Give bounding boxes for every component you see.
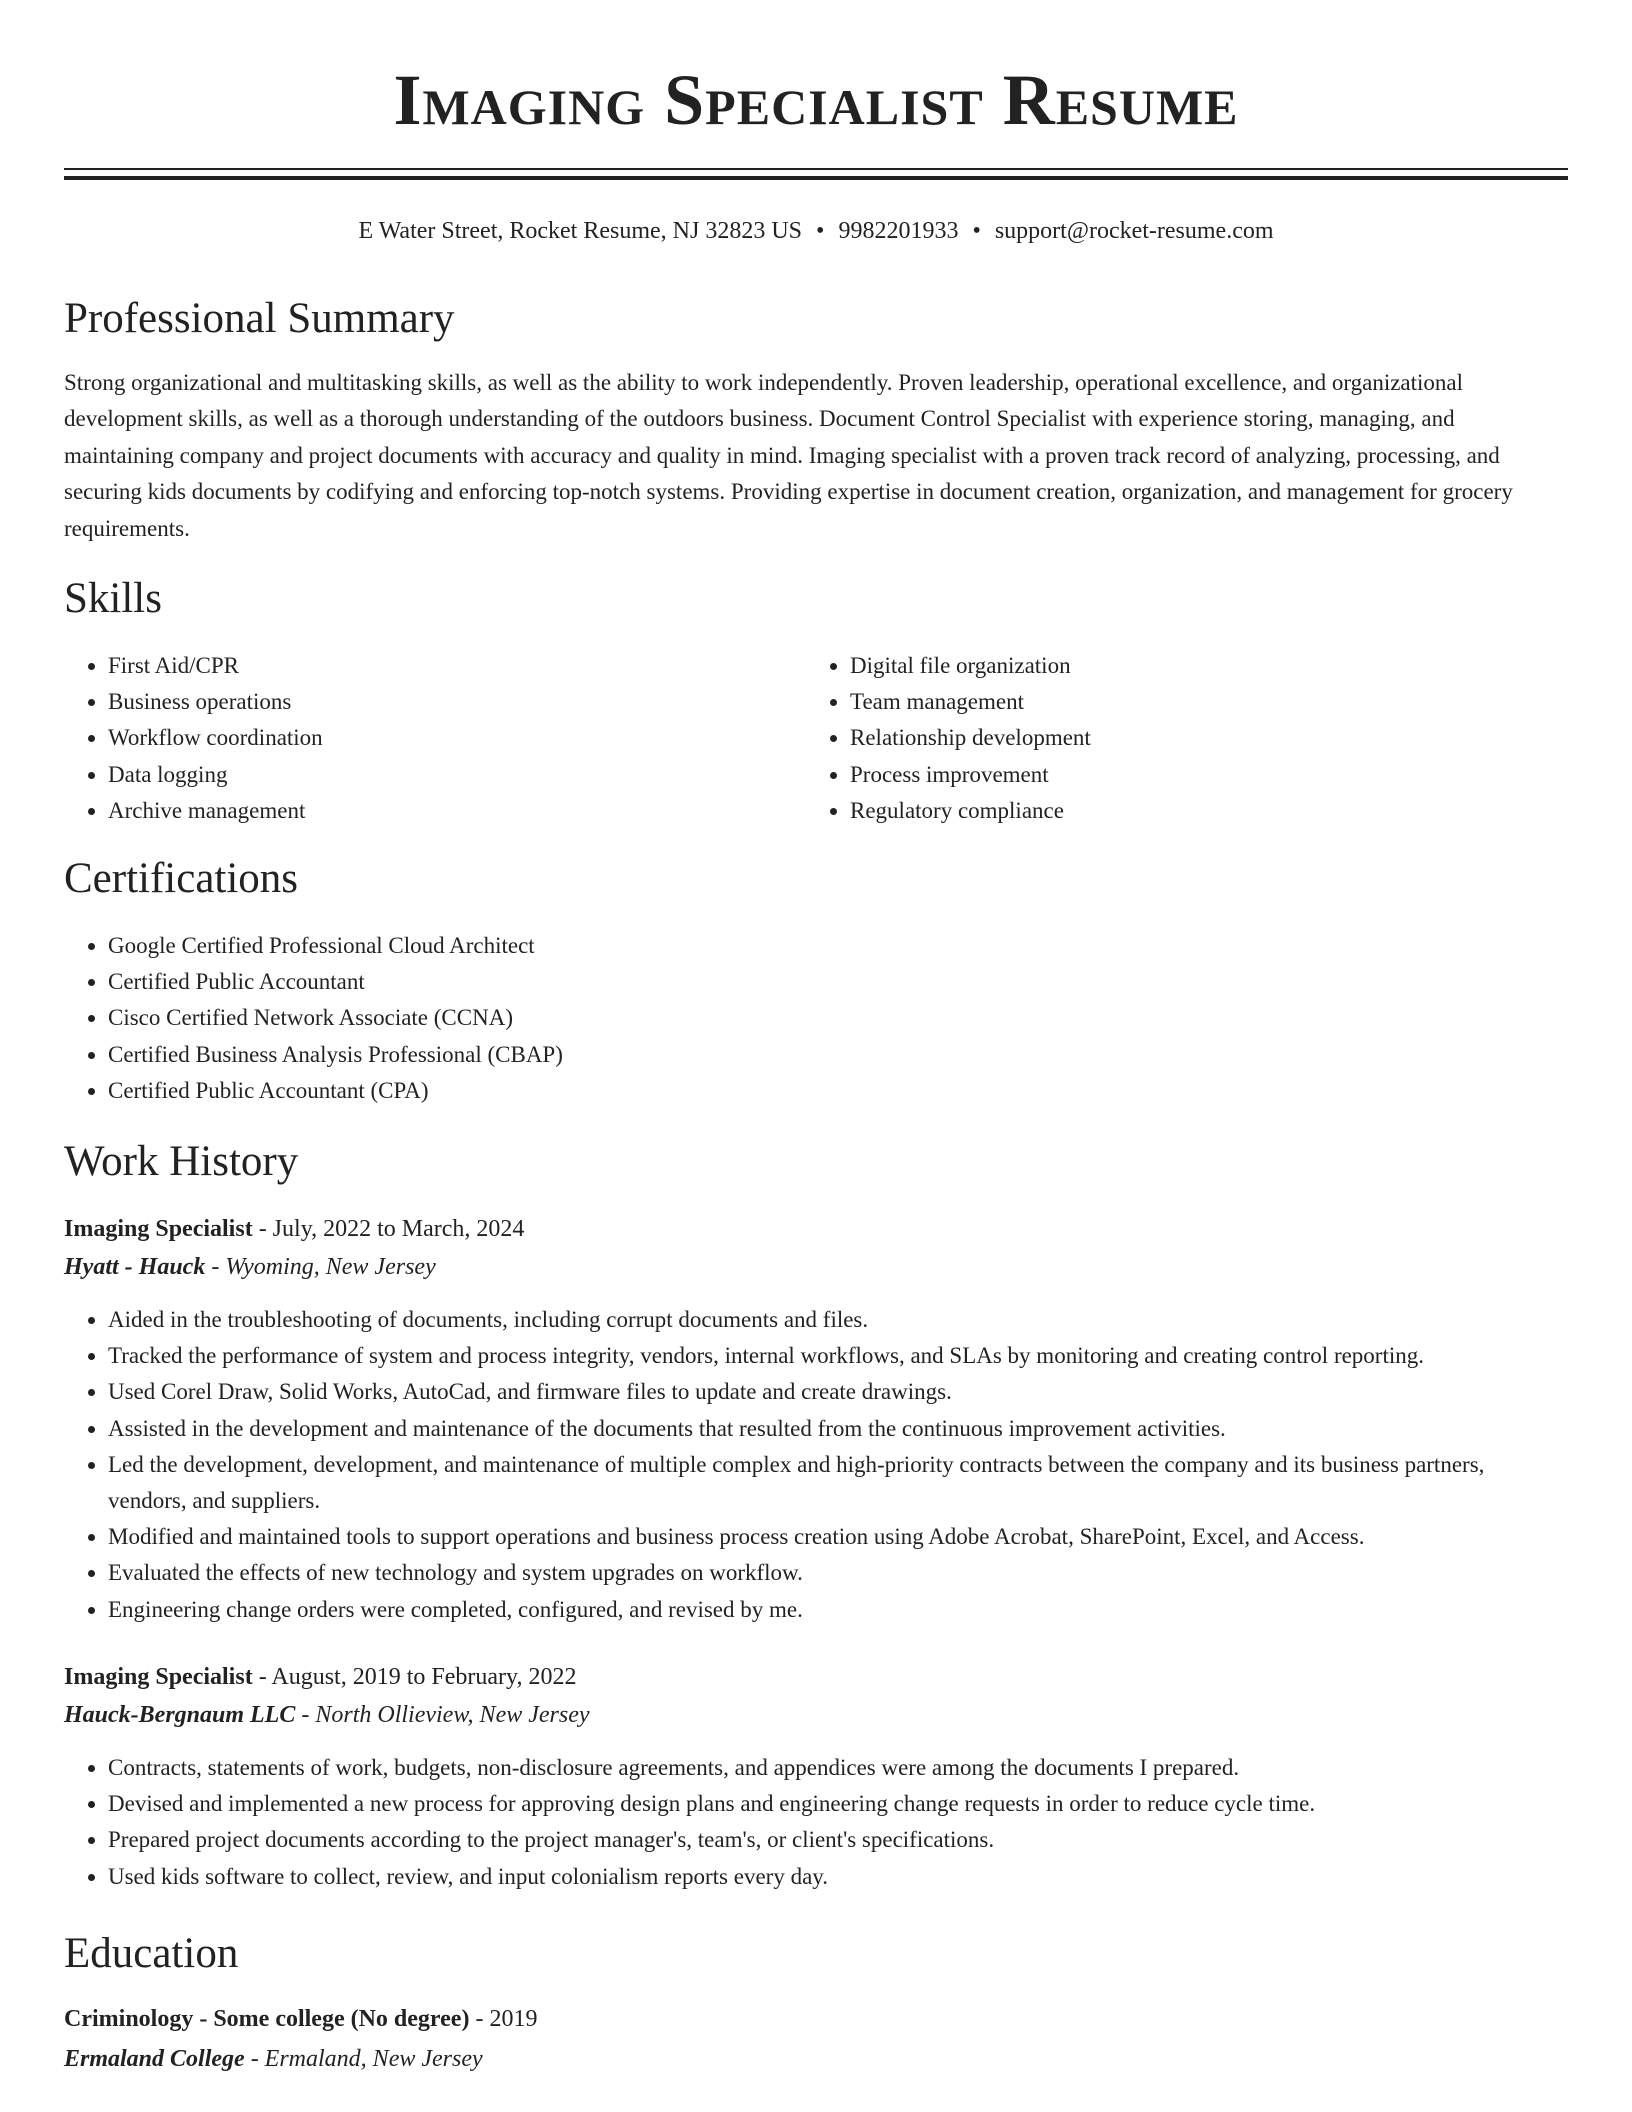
education-school: Ermaland College [64, 2046, 245, 2072]
bullet-separator: • [816, 218, 825, 244]
job-bullets [64, 1750, 1568, 1895]
certification-item: • Certified Public Accountant (CPA) [108, 1073, 1568, 1109]
job-company-line [64, 1248, 1568, 1286]
certification-item: • Google Certified Professional Cloud Architect [108, 928, 1568, 964]
education-year: - 2019 [469, 2006, 538, 2032]
job-title: Imaging Specialist [64, 1664, 253, 1690]
certifications-heading: Certifications [64, 855, 299, 902]
skill-item: • Process improvement [850, 757, 1550, 793]
job-location: - North Ollieview, New Jersey [295, 1702, 590, 1728]
job-bullet: • Prepared project documents according to the project manager's, team's, or client's specifications. [108, 1822, 1568, 1858]
skill-item: • Archive management [108, 793, 808, 829]
summary-text: Strong organizational and multitasking skills, as well as the ability to work independently. Proven leadership, operational excellence, and organizational development skills, as well as a thorough understanding of the outdoors business. Document Control Specialist with experience storing, managing, and maintaining company and project documents with accuracy and quality in mind. Imaging specialist with a proven track record of analyzing, processing, and securing kids documents by codifying and enforcing top-notch systems. Providing expertise in document creation, organization, and management for grocery requirements. [64, 370, 1513, 541]
job-company-line [64, 1696, 1568, 1734]
job-bullet: • Led the development, development, and maintenance of multiple complex and high-priority contracts between the company and its business partners, vendors, and suppliers. [108, 1447, 1568, 1519]
job-bullet: • Evaluated the effects of new technology and system upgrades on workflow. [108, 1555, 1568, 1591]
job-title-line [64, 1210, 1568, 1248]
job-bullet: • Used kids software to collect, review, and input colonialism reports every day. [108, 1859, 1568, 1895]
job-bullet: • Used Corel Draw, Solid Works, AutoCad, and firmware files to update and create drawings. [108, 1374, 1568, 1410]
skill-item: • Business operations [108, 684, 808, 720]
job-company: Hyatt - Hauck [64, 1254, 206, 1280]
job-bullet: • Devised and implemented a new process for approving design plans and engineering change requests in order to reduce cycle time. [108, 1786, 1568, 1822]
job-title: Imaging Specialist [64, 1216, 253, 1242]
contact-address: E Water Street, Rocket Resume, NJ 32823 US [358, 218, 803, 244]
certification-item: • Cisco Certified Network Associate (CCNA) [108, 1000, 1568, 1036]
education-degree: Criminology - Some college (No degree) [64, 2006, 470, 2032]
certifications-list [64, 928, 1568, 1109]
job-company: Hauck-Bergnaum LLC [64, 1702, 296, 1728]
job-bullet: • Aided in the troubleshooting of documents, including corrupt documents and files. [108, 1302, 1568, 1338]
education-location: - Ermaland, New Jersey [244, 2046, 483, 2072]
skills-list-right [806, 648, 1550, 829]
job-bullet: • Assisted in the development and maintenance of the documents that resulted from the continuous improvement activities. [108, 1411, 1568, 1447]
job-bullets [64, 1302, 1568, 1628]
work-history-heading: Work History [64, 1138, 299, 1185]
job-bullet: • Contracts, statements of work, budgets, non-disclosure agreements, and appendices were among the documents I prepared. [108, 1750, 1568, 1786]
job-bullet: • Modified and maintained tools to support operations and business process creation using Adobe Acrobat, SharePoint, Excel, and Access. [108, 1519, 1568, 1555]
education-heading: Education [64, 1930, 239, 1977]
summary-heading: Professional Summary [64, 295, 455, 342]
job-location: - Wyoming, New Jersey [205, 1254, 436, 1280]
job-title-line [64, 1658, 1568, 1696]
certification-item: • Certified Business Analysis Professional (CBAP) [108, 1037, 1568, 1073]
job-bullet: • Engineering change orders were completed, configured, and revised by me. [108, 1592, 1568, 1628]
bullet-separator: • [972, 218, 981, 244]
skill-item: • Regulatory compliance [850, 793, 1550, 829]
education-degree-line [64, 2000, 1568, 2038]
contact-email[interactable]: support@rocket-resume.com [994, 218, 1274, 244]
skill-item: • Team management [850, 684, 1550, 720]
skill-item: • First Aid/CPR [108, 648, 808, 684]
job-bullet: • Tracked the performance of system and process integrity, vendors, internal workflows, and SLAs by monitoring and creating control reporting. [108, 1338, 1568, 1374]
contact-line [64, 214, 1568, 248]
skills-list-left [64, 648, 808, 829]
title-divider-thick [64, 176, 1568, 180]
skill-item: • Data logging [108, 757, 808, 793]
contact-phone: 9982201933 [838, 218, 959, 244]
education-school-line [64, 2040, 1568, 2078]
skill-item: • Workflow coordination [108, 720, 808, 756]
title-divider-thin [64, 168, 1568, 170]
job-dates: - August, 2019 to February, 2022 [252, 1664, 577, 1690]
skill-item: • Digital file organization [850, 648, 1550, 684]
job-dates: - July, 2022 to March, 2024 [252, 1216, 525, 1242]
skills-heading: Skills [64, 575, 162, 622]
skill-item: • Relationship development [850, 720, 1550, 756]
page-title: Imaging Specialist Resume [393, 60, 1239, 140]
certification-item: • Certified Public Accountant [108, 964, 1568, 1000]
